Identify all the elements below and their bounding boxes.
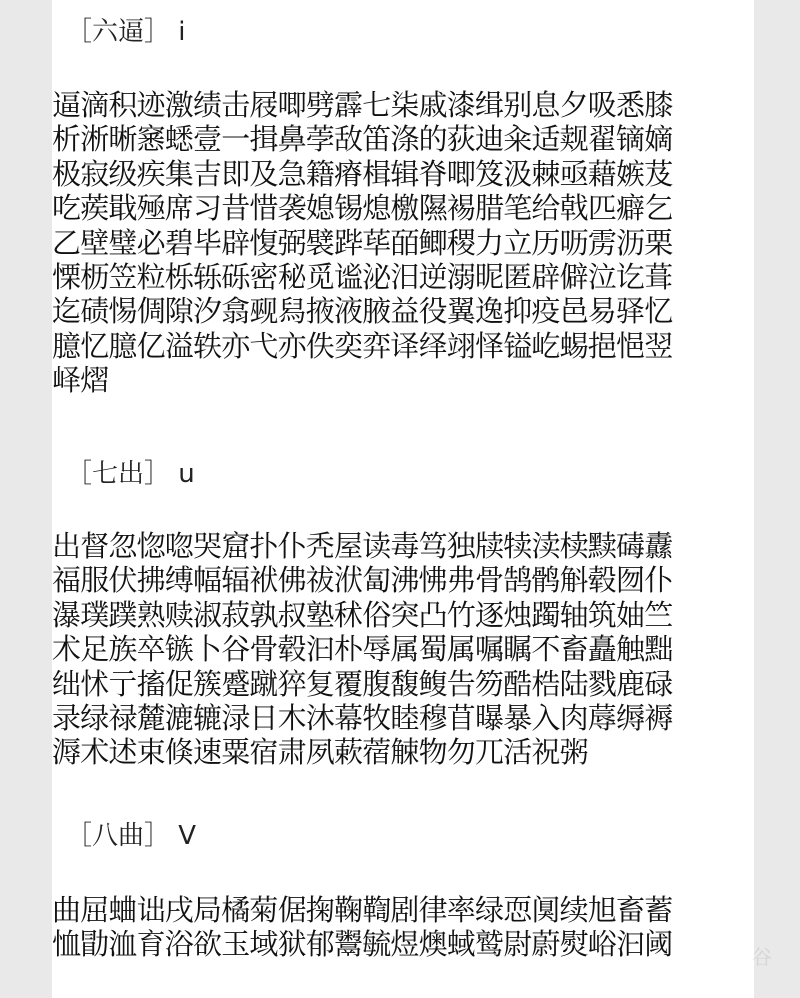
section-heading-qichu: ［七出］ u [66, 459, 195, 489]
text-line: 逼滴积迹激绩击屐唧劈霹七柒戚漆缉别息夕吸悉膝 [52, 88, 673, 122]
watermark: 谷 [752, 945, 772, 969]
section-heading-liubi: ［六逼］ i [66, 17, 186, 47]
text-line: 吃蒺戢殛席习昔惜袭媳锡熄檄隰裼腊笔给戟匹癖乞 [52, 191, 673, 226]
section-body-qichu [52, 529, 754, 770]
text-line: 恤勖洫育浴欲玉域狱郁鬻毓煜燠蜮鹫尉蔚熨峪汩阈 [52, 927, 673, 962]
text-line: 峄熠 [52, 363, 109, 398]
text-line: 迄碛惕倜隙汐翕觋舄掖液腋益役翼逸抑疫邑易驿忆 [52, 294, 673, 329]
text-line: 福服伏拂缚幅辐袱佛祓洑匐沸怫弗骨鹄鹘斛毂囫仆 [52, 563, 673, 598]
text-line: 乙壁璧必碧毕辟愎弼襞跸荜皕鲫稷力立历呖雳沥栗 [52, 225, 673, 260]
text-line: 曲屈蛐诎戌局橘菊倨掬鞠鞫剧律率绿恧阒续旭畜蓄 [52, 893, 673, 927]
text-line: 绌怵亍搐促簇蹙蹴猝复覆腹馥鳆告笏酷梏陆戮鹿碌 [52, 666, 673, 701]
text-line: 析淅晰窸蟋壹一揖鼻荸敌笛涤的荻迪籴适觌翟镝嫡 [52, 122, 673, 157]
text-line: 录绿禄麓漉辘渌日木沐幕牧睦穆苜曝暴入肉蓐缛褥 [52, 700, 673, 735]
text-line: 瀑璞蹼熟赎淑菽孰叔塾秫俗突凸竹逐烛躅轴筑妯竺 [52, 597, 673, 632]
text-line: 术足族卒镞卜谷骨毂汩朴辱属蜀属嘱瞩不畜矗触黜 [52, 632, 673, 667]
text-line: 慄枥笠粒栎轹砾密秘觅谧泌汨逆溺昵匿辟僻泣讫葺 [52, 259, 673, 294]
text-line: 极寂级疾集吉即及急籍瘠楫辑脊唧笈汲棘亟藉嫉芨 [52, 156, 673, 191]
text-line: 臆忆臆亿溢轶亦弋亦佚奕弈译绎翊怿镒屹蜴挹悒翌 [52, 328, 673, 363]
section-body-liubi [52, 88, 754, 398]
section-body-baqu [52, 893, 754, 962]
document-page [52, 0, 754, 998]
text-line: 出督忽惚唿哭窟扑仆秃屋读毒笃独牍犊渎椟黩碡纛 [52, 529, 673, 563]
text-line: 溽术述束倏速粟宿肃夙蔌蓿觫物勿兀活祝粥 [52, 735, 588, 770]
section-heading-baqu: ［八曲］ V [66, 821, 197, 851]
